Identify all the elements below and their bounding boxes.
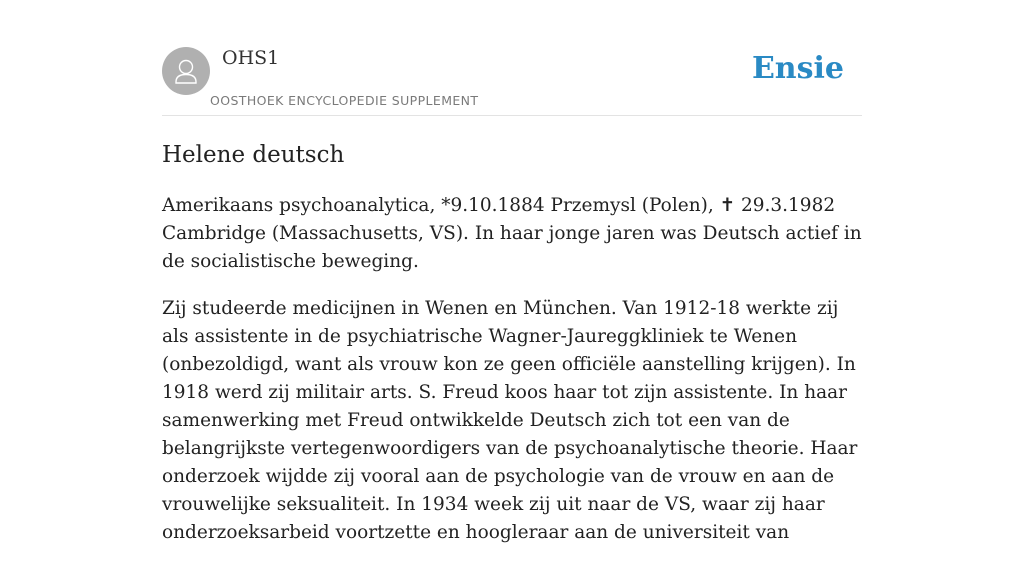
entry-header: [162, 0, 862, 116]
author-name[interactable]: OHS1: [222, 47, 280, 69]
entry-title: Helene deutsch: [162, 142, 345, 168]
user-icon: [162, 47, 210, 95]
author-avatar[interactable]: [162, 47, 210, 95]
paragraph: Amerikaans psychoanalytica, *9.10.1884 Przemysl (Polen), ✝ 29.3.1982 Cambridge (Massachusetts, VS). In haar jonge jaren was Deutsch actief in de socialistische beweging.: [162, 195, 862, 272]
collection-name[interactable]: OOSTHOEK ENCYCLOPEDIE SUPPLEMENT: [210, 93, 479, 108]
page-container: [162, 0, 862, 543]
paragraph: Zij studeerde medicijnen in Wenen en München. Van 1912-18 werkte zij als assistente in de psychiatrische Wagner-Jaureggkliniek te Wenen (onbezoldigd, want als vrouw kon ze geen officiële aanstelling krijgen). In 1918 werd zij militair arts. S. Freud koos haar tot zijn assistente. In haar samenwerking met Freud ontwikkelde Deutsch zich tot een van de belangrijkste vertegenwoordigers van de psychoanalytische theorie. Haar onderzoek wijdde zij vooral aan de psychologie van de vrouw en aan de vrouwelijke seksualiteit. In 1934 week zij uit naar de VS, waar zij haar onderzoeksarbeid voortzette en hoogleraar aan de universiteit van: [162, 298, 858, 543]
entry-body: [162, 192, 862, 566]
ensie-logo[interactable]: Ensie: [751, 51, 844, 86]
